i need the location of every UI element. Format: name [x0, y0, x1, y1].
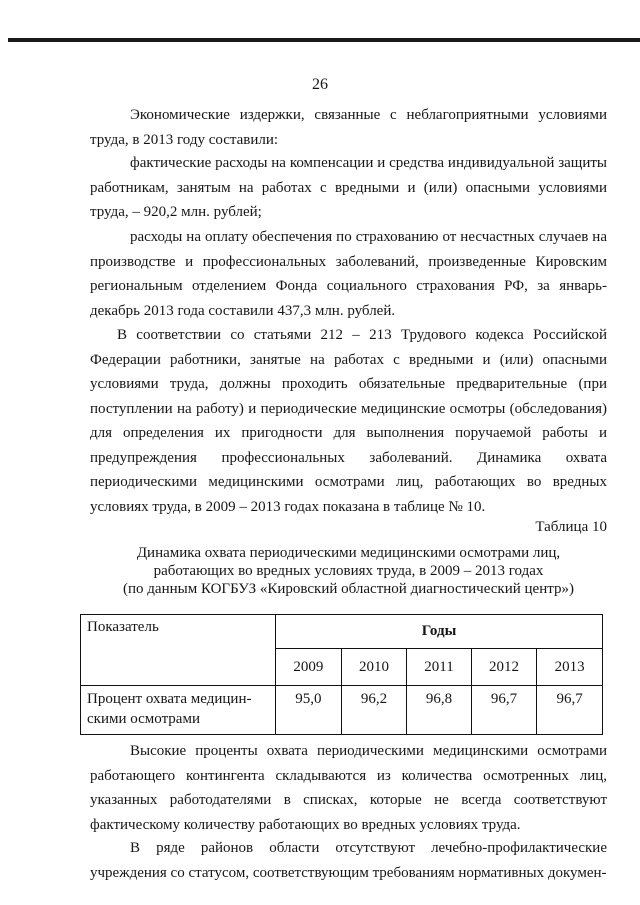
paragraph-labor-code: В соответствии со статьями 212 – 213 Трудового кодекса Российской Федерации работники, занятые на работах с вредными и (или) опасными условиями труда, должны проходить обязательные предварительные (при поступлении на работу) и периодические медицинские осмотры (обследования) для определения их пригодности для выполнения поручаемой работы и предупреждения профессиональных заболеваний. Динамика охвата периодическими медицинскими осмотрами лиц, работающих во вредных условиях труда, в 2009 – 2013 годах показана в таблице № 10. [90, 327, 607, 515]
cell-value: 96,7 [471, 686, 537, 735]
cell-value: 96,2 [341, 686, 407, 735]
table-label: Таблица 10 [535, 519, 607, 535]
medical-exam-coverage-table [80, 614, 603, 735]
header-years: Годы [276, 615, 603, 649]
table-row [81, 686, 603, 735]
cell-value: 95,0 [276, 686, 342, 735]
table-title-line: работающих во вредных условиях труда, в 2009 – 2013 годах [153, 563, 544, 579]
header-year-2009: 2009 [276, 649, 342, 686]
header-indicator: Показатель [81, 615, 276, 686]
header-rule [8, 38, 640, 42]
table-title [90, 544, 607, 598]
cell-value: 96,8 [407, 686, 471, 735]
paragraph-costs-intro: Экономические издержки, связанные с неблагоприятными условиями труда, в 2013 году составили: [90, 107, 607, 148]
page-number: 26 [312, 76, 328, 93]
table-title-line: Динамика охвата периодическими медицинскими осмотрами лиц, [136, 545, 561, 561]
table-title-line: (по данным КОГБУЗ «Кировский областной диагностический центр») [123, 581, 574, 597]
table-header-row [81, 615, 603, 649]
header-year-2010: 2010 [341, 649, 407, 686]
header-year-2012: 2012 [471, 649, 537, 686]
row-label: Процент охвата медицин-скими осмотрами [81, 686, 276, 735]
paragraph-compensation-costs: фактические расходы на компенсации и средства индивидуальной защиты работникам, занятым на работах с вредными и (или) опасными условиями труда, – 920,2 млн. рублей; [90, 155, 607, 220]
cell-value: 96,7 [537, 686, 603, 735]
header-year-2013: 2013 [537, 649, 603, 686]
header-year-2011: 2011 [407, 649, 471, 686]
paragraph-regions: В ряде районов области отсутствуют лечебно-профилактические учреждения со статусом, соответствующим требованиям нормативных докумен- [90, 840, 607, 881]
paragraph-insurance-costs: расходы на оплату обеспечения по страхованию от несчастных случаев на производстве и профессиональных заболеваний, произведенные Кировским региональным отделением Фонда социального страхования РФ, за январь-декабрь 2013 года составили 437,3 млн. рублей. [90, 229, 607, 319]
paragraph-high-coverage: Высокие проценты охвата периодическими медицинскими осмотрами работающего контингента складываются из количества осмотренных лиц, указанных работодателями в списках, которые не всегда соответствуют фактическому количеству работающих во вредных условиях труда. [90, 743, 607, 833]
